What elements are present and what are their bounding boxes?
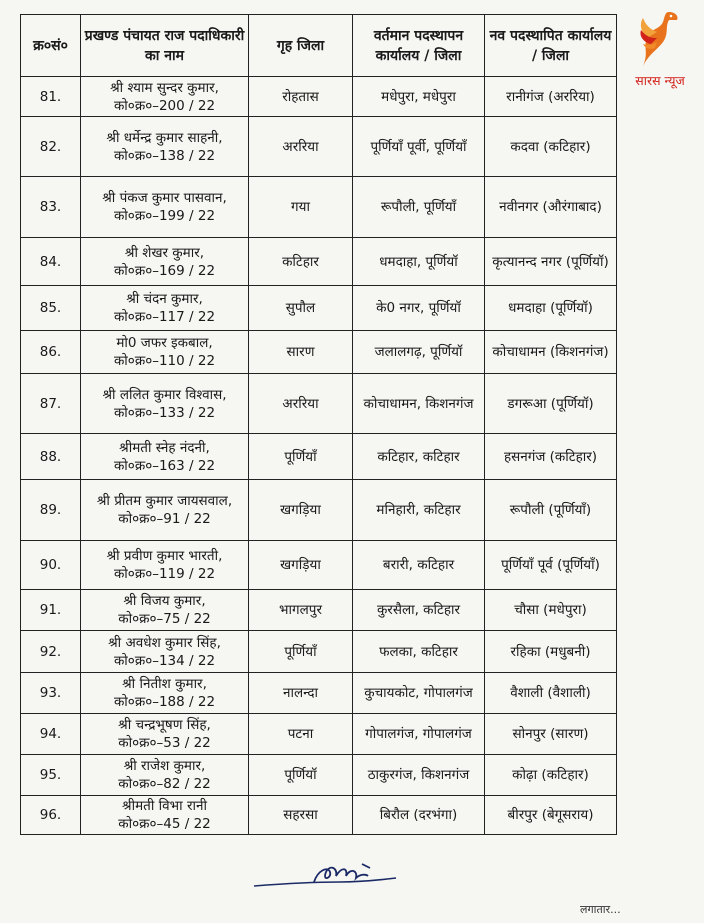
- header-new-posting: नव पदस्थापित कार्यालय / जिला: [485, 15, 617, 77]
- cell-new-posting: पूर्णियाँ पूर्व (पूर्णियाँ): [485, 541, 617, 590]
- cell-serial: 87.: [21, 374, 81, 434]
- cell-name: [81, 590, 249, 631]
- cell-home-district: पटना: [249, 714, 353, 755]
- officer-name: श्री ललित कुमार विश्वास,: [102, 386, 227, 403]
- cell-current-posting: मनिहारी, कटिहार: [353, 480, 485, 541]
- cell-new-posting: कृत्यानन्द नगर (पूर्णियॉ): [485, 238, 617, 286]
- cell-serial: 81.: [21, 77, 81, 117]
- table-row: [21, 631, 617, 673]
- cell-new-posting: कोढ़ा (कटिहार): [485, 755, 617, 796]
- cell-serial: 96.: [21, 796, 81, 835]
- cell-current-posting: फलका, कटिहार: [353, 631, 485, 673]
- bird-logo-icon: [639, 8, 683, 70]
- officer-name: श्री धर्मेन्द्र कुमार साहनी,: [106, 129, 223, 146]
- cell-home-district: पूर्णियॉ: [249, 755, 353, 796]
- cell-new-posting: धमदाहा (पूर्णियॉ): [485, 286, 617, 331]
- table-row: [21, 673, 617, 714]
- cell-name: [81, 755, 249, 796]
- table-row: [21, 238, 617, 286]
- table-body: [21, 77, 617, 835]
- officer-code: को०क्र०–82 / 22: [118, 776, 211, 792]
- cell-serial: 85.: [21, 286, 81, 331]
- cell-new-posting: रहिका (मधुबनी): [485, 631, 617, 673]
- officer-code: को०क्र०–200 / 22: [113, 97, 216, 114]
- cell-current-posting: कुचायकोट, गोपालगंज: [353, 673, 485, 714]
- cell-home-district: खगड़िया: [249, 480, 353, 541]
- cell-new-posting: नवीनगर (औरंगाबाद): [485, 177, 617, 238]
- cell-name: [81, 796, 249, 835]
- cell-current-posting: कुरसैला, कटिहार: [353, 590, 485, 631]
- cell-current-posting: कटिहार, कटिहार: [353, 434, 485, 480]
- officer-name: श्री पंकज कुमार पासवान,: [102, 190, 227, 206]
- cell-name: [81, 238, 249, 286]
- cell-home-district: सारण: [249, 331, 353, 374]
- officer-name: श्री प्रीतम कुमार जायसवाल,: [96, 493, 233, 509]
- cell-home-district: अररिया: [249, 374, 353, 434]
- officer-code: को०क्र०–53 / 22: [118, 735, 211, 751]
- cell-home-district: भागलपुर: [249, 590, 353, 631]
- cell-serial: 95.: [21, 755, 81, 796]
- cell-serial: 91.: [21, 590, 81, 631]
- officer-code: को०क्र०–75 / 22: [118, 611, 211, 627]
- cell-serial: 84.: [21, 238, 81, 286]
- cell-home-district: सहरसा: [249, 796, 353, 835]
- header-row: [21, 15, 617, 77]
- cell-current-posting: ठाकुरगंज, किशनगंज: [353, 755, 485, 796]
- cell-current-posting: धमदाहा, पूर्णियॉ: [353, 238, 485, 286]
- cell-serial: 86.: [21, 331, 81, 374]
- cell-name: [81, 374, 249, 434]
- cell-new-posting: बीरपुर (बेगूसराय): [485, 796, 617, 835]
- cell-new-posting: रूपौली (पूर्णियाँ): [485, 480, 617, 541]
- officer-code: को०क्र०–134 / 22: [113, 652, 216, 669]
- officer-name: श्रीमती स्नेह नंदनी,: [119, 439, 210, 456]
- cell-new-posting: हसनगंज (कटिहार): [485, 434, 617, 480]
- table-row: [21, 374, 617, 434]
- cell-serial: 82.: [21, 117, 81, 177]
- officer-code: को०क्र०–133 / 22: [113, 404, 216, 421]
- cell-serial: 90.: [21, 541, 81, 590]
- officer-name: श्री चन्द्रभूषण सिंह,: [118, 717, 211, 733]
- cell-name: [81, 331, 249, 374]
- cell-serial: 94.: [21, 714, 81, 755]
- cell-new-posting: सोनपुर (सारण): [485, 714, 617, 755]
- cell-name: [81, 286, 249, 331]
- officer-name: श्री श्याम सुन्दर कुमार,: [110, 79, 219, 96]
- cell-home-district: नालन्दा: [249, 673, 353, 714]
- officer-name: श्री प्रवीण कुमार भारती,: [106, 548, 223, 564]
- officer-name: श्री नितीश कुमार,: [122, 676, 207, 692]
- signature-image: [250, 858, 400, 892]
- cell-new-posting: चौसा (मधेपुरा): [485, 590, 617, 631]
- table-row: [21, 541, 617, 590]
- officer-code: को०क्र०–110 / 22: [113, 353, 216, 369]
- officer-name: श्री राजेश कुमार,: [123, 758, 206, 774]
- table-row: [21, 117, 617, 177]
- cell-new-posting: कदवा (कटिहार): [485, 117, 617, 177]
- cell-home-district: रोहतास: [249, 77, 353, 117]
- cell-name: [81, 434, 249, 480]
- cell-home-district: सुपौल: [249, 286, 353, 331]
- cell-home-district: खगड़िया: [249, 541, 353, 590]
- officer-name: श्री विजय कुमार,: [123, 593, 206, 609]
- header-current-posting: वर्तमान पदस्थापन कार्यालय / जिला: [353, 15, 485, 77]
- table-row: [21, 286, 617, 331]
- header-serial: क्र०सं०: [21, 15, 81, 77]
- table-row: [21, 714, 617, 755]
- cell-home-district: पूर्णियाँ: [249, 434, 353, 480]
- table-row: [21, 177, 617, 238]
- cell-new-posting: वैशाली (वैशाली): [485, 673, 617, 714]
- officer-name: मो0 जफर इकबाल,: [116, 335, 213, 351]
- officer-name: श्री अवधेश कुमार सिंह,: [108, 634, 221, 651]
- officer-code: को०क्र०–188 / 22: [113, 694, 216, 710]
- officer-name: श्री चंदन कुमार,: [126, 291, 203, 307]
- officer-name: श्री शेखर कुमार,: [124, 244, 205, 261]
- cell-serial: 83.: [21, 177, 81, 238]
- cell-new-posting: रानीगंज (अररिया): [485, 77, 617, 117]
- brand-logo: [617, 8, 703, 88]
- header-name: प्रखण्ड पंचायत राज पदाधिकारी का नाम: [81, 15, 249, 77]
- cell-current-posting: रूपौली, पूर्णियाँ: [353, 177, 485, 238]
- table-row: [21, 77, 617, 117]
- cell-name: [81, 77, 249, 117]
- table-row: [21, 796, 617, 835]
- cell-current-posting: गोपालगंज, गोपालगंज: [353, 714, 485, 755]
- cell-name: [81, 714, 249, 755]
- cell-name: [81, 177, 249, 238]
- officer-name: श्रीमती विभा रानी: [122, 798, 207, 814]
- cell-serial: 89.: [21, 480, 81, 541]
- cell-home-district: पूर्णियाँ: [249, 631, 353, 673]
- cell-serial: 92.: [21, 631, 81, 673]
- cell-current-posting: के0 नगर, पूर्णियॉ: [353, 286, 485, 331]
- cell-current-posting: पूर्णियाँ पूर्वी, पूर्णियाँ: [353, 117, 485, 177]
- cell-name: [81, 631, 249, 673]
- transfer-table: [20, 14, 617, 835]
- cell-current-posting: बिरौल (दरभंगा): [353, 796, 485, 835]
- cell-name: [81, 117, 249, 177]
- officer-code: को०क्र०–119 / 22: [113, 566, 216, 582]
- cell-serial: 93.: [21, 673, 81, 714]
- cell-name: [81, 541, 249, 590]
- cell-home-district: कटिहार: [249, 238, 353, 286]
- cell-name: [81, 673, 249, 714]
- cell-home-district: गया: [249, 177, 353, 238]
- officer-code: को०क्र०–117 / 22: [113, 309, 216, 325]
- officer-code: को०क्र०–163 / 22: [113, 457, 216, 474]
- cell-new-posting: डगरूआ (पूर्णियॉ): [485, 374, 617, 434]
- cell-current-posting: बरारी, कटिहार: [353, 541, 485, 590]
- table-row: [21, 590, 617, 631]
- continued-label: लगातार...: [580, 903, 621, 916]
- table-row: [21, 434, 617, 480]
- officer-code: को०क्र०–199 / 22: [113, 208, 216, 224]
- cell-home-district: अररिया: [249, 117, 353, 177]
- cell-serial: 88.: [21, 434, 81, 480]
- brand-name: सारस न्यूज: [635, 73, 685, 88]
- officer-code: को०क्र०–45 / 22: [118, 816, 211, 832]
- cell-new-posting: कोचाधामन (किशनगंज): [485, 331, 617, 374]
- table-row: [21, 331, 617, 374]
- header-home-district: गृह जिला: [249, 15, 353, 77]
- officer-code: को०क्र०–169 / 22: [113, 262, 216, 279]
- table-row: [21, 755, 617, 796]
- cell-name: [81, 480, 249, 541]
- table-row: [21, 480, 617, 541]
- officer-code: को०क्र०–138 / 22: [113, 147, 216, 164]
- cell-current-posting: कोचाधामन, किशनगंज: [353, 374, 485, 434]
- officer-code: को०क्र०–91 / 22: [118, 511, 211, 527]
- cell-current-posting: मधेपुरा, मधेपुरा: [353, 77, 485, 117]
- cell-current-posting: जलालगढ़, पूर्णियॉ: [353, 331, 485, 374]
